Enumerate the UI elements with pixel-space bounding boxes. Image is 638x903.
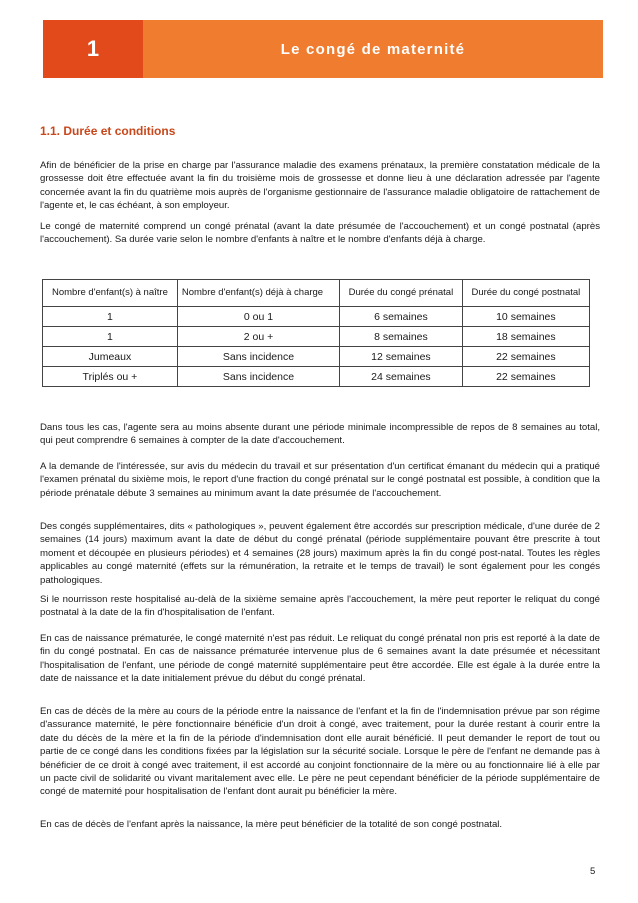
table-cell: 10 semaines bbox=[462, 307, 589, 327]
chapter-title: Le congé de maternité bbox=[280, 40, 466, 58]
table-cell: 6 semaines bbox=[340, 307, 463, 327]
table-cell: 22 semaines bbox=[462, 347, 589, 367]
table-cell: Jumeaux bbox=[43, 347, 178, 367]
table-cell: 2 ou + bbox=[177, 327, 339, 347]
table-cell: 12 semaines bbox=[340, 347, 463, 367]
page-number: 5 bbox=[590, 866, 596, 877]
column-header: Nombre d'enfant(s) à naître bbox=[43, 280, 178, 307]
table-row bbox=[43, 367, 590, 387]
section-heading: 1.1. Durée et conditions bbox=[40, 124, 176, 138]
column-header: Durée du congé postnatal bbox=[462, 280, 589, 307]
body-paragraph: En cas de naissance prématurée, le congé maternité n'est pas réduit. Le reliquat du congé prénatal non pris est reporté à la date de fin du congé postnatal. En cas de naissance prématurée intervenue plus de 6 semaines avant la date présumée et nécessitant l'hospitalisation de l'enfant, une période de congé maternité supplémentaire peut être accordée. Elle est égale à la durée entre la date de naissance et la date initialement prévue du début du congé prénatal. bbox=[40, 633, 600, 685]
table-row bbox=[43, 327, 590, 347]
intro-paragraph: Afin de bénéficier de la prise en charge par l'assurance maladie des examens prénataux, la première constatation médicale de la grossesse doit être effectuée avant la fin du troisième mois de grossesse et donne lieu à une déclaration adressée par l'agente concernée avant la fin du quatrième mois auprès de l'organisme gestionnaire de l'assurance maladie obligatoire de rattachement de l'agente et, le cas échéant, à son employeur. bbox=[40, 160, 600, 212]
table-cell: 0 ou 1 bbox=[177, 307, 339, 327]
column-header: Durée du congé prénatal bbox=[340, 280, 463, 307]
chapter-header bbox=[43, 20, 603, 78]
body-paragraph: En cas de décès de l'enfant après la naissance, la mère peut bénéficier de la totalité de son congé postnatal. bbox=[40, 819, 503, 830]
table-header-row bbox=[43, 280, 590, 307]
body-paragraph: A la demande de l'intéressée, sur avis du médecin du travail et sur présentation d'un certificat émanant du médecin qui a pratiqué l'examen prénatal du sixième mois, le report d'une fraction du congé prénatal sur le congé postnatal est possible, à condition que la période prénatale débute 3 semaines au minimum avant la date présumée de l'accouchement. bbox=[40, 461, 600, 499]
column-header: Nombre d'enfant(s) déjà à charge bbox=[177, 280, 339, 307]
table-cell: 8 semaines bbox=[340, 327, 463, 347]
table-cell: 1 bbox=[43, 327, 178, 347]
body-paragraph: Si le nourrisson reste hospitalisé au-delà de la sixième semaine après l'accouchement, la mère peut reporter le reliquat du congé postnatal à la date de la fin d'hospitalisation de l'enfant. bbox=[40, 594, 600, 619]
table-cell: 22 semaines bbox=[462, 367, 589, 387]
table-cell: Sans incidence bbox=[177, 367, 339, 387]
maternity-duration-table bbox=[42, 279, 590, 387]
table-row bbox=[43, 347, 590, 367]
table-cell: 24 semaines bbox=[340, 367, 463, 387]
table-cell: Triplés ou + bbox=[43, 367, 178, 387]
body-paragraph: Des congés supplémentaires, dits « pathologiques », peuvent également être accordés sur prescription médicale, d'une durée de 2 semaines (14 jours) maximum avant la date de début du congé prénatal (période supplémentaire pouvant être prescrite à tout moment et découpée en plusieurs périodes) et 4 semaines (28 jours) maximum après la fin du congé post-natal. Toutes les règles applicables au congé maternité (effets sur la rémunération, la retraite et le temps de travail) le sont également pour les congés pathologiques. bbox=[40, 521, 600, 586]
table-row bbox=[43, 307, 590, 327]
table-cell: 1 bbox=[43, 307, 178, 327]
body-paragraph: Dans tous les cas, l'agente sera au moins absente durant une période minimale incompressible de repos de 8 semaines au total, qui peut comprendre 6 semaines à compter de la date d'accouchement. bbox=[40, 422, 600, 447]
table-cell: Sans incidence bbox=[177, 347, 339, 367]
table-cell: 18 semaines bbox=[462, 327, 589, 347]
chapter-number: 1 bbox=[43, 20, 143, 78]
body-paragraph: En cas de décès de la mère au cours de la période entre la naissance de l'enfant et la fin de l'indemnisation prévue par son régime d'assurance maternité, le père fonctionnaire bénéficie d'un droit à congé, avec traitement, pour la durée restant à courir entre la date du décès de la mère et la fin de la période d'indemnisation dont elle aurait bénéficié. Il peut demander le report de tout ou partie de ce congé dans les conditions fixées par la législation sur la sécurité sociale. Lorsque le père de l'enfant ne demande pas à bénéficier de ce droit à congé avec traitement, il est accordé au conjoint fonctionnaire de la mère ou au fonctionnaire lié à elle par un pacte civil de solidarité ou vivant maritalement avec elle. Le père ne peut cependant bénéficier de la période supplémentaire de congé de maternité pour hospitalisation de l'enfant dont aurait pu bénéficier la mère. bbox=[40, 706, 600, 798]
intro-paragraph: Le congé de maternité comprend un congé prénatal (avant la date présumée de l'accouchement) et un congé postnatal (après l'accouchement). Sa durée varie selon le nombre d'enfants à naître et le nombre d'enfants déjà à charge. bbox=[40, 221, 600, 246]
